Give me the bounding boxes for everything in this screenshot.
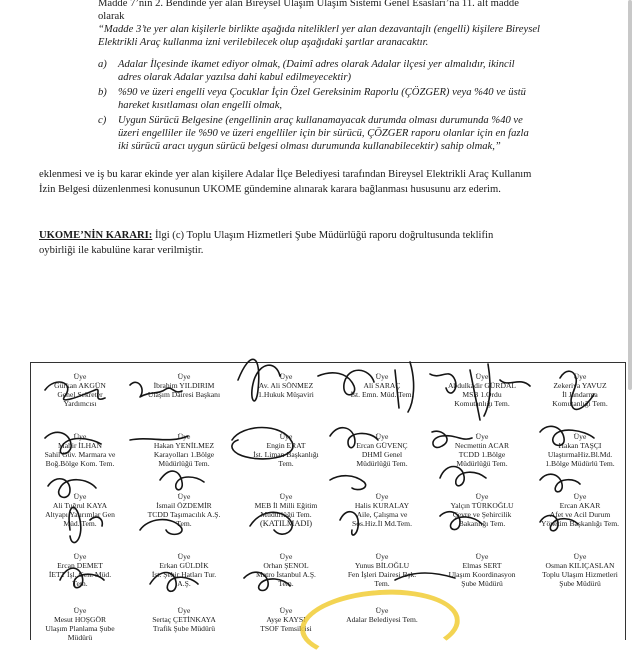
- member-role2: Boğ.Bölge Kom. Tem.: [45, 459, 115, 468]
- member-title: Üye: [475, 372, 489, 381]
- member-title: Üye: [73, 372, 87, 381]
- member-role1: İETT İşl. Gen. Müd.: [48, 570, 112, 579]
- member-title: Üye: [279, 432, 293, 441]
- member-name: Engin ERAT: [266, 441, 306, 450]
- member-name: Halis KURALAY: [354, 501, 410, 510]
- member-role2: Yardımcısı: [63, 399, 97, 408]
- member-title: Üye: [475, 432, 489, 441]
- member-title: Üye: [375, 372, 389, 381]
- member-signature-block: [330, 492, 434, 528]
- member-role1: TSOF Temsilcisi: [260, 624, 312, 633]
- member-name: Abdulkadir GÜRDAL: [447, 381, 517, 390]
- member-name: İbrahim YILDIRIM: [153, 381, 215, 390]
- member-title: Üye: [177, 606, 191, 615]
- article-line-1: Madde 7’nin 2. Bendinde yer alan Bireysel Ulaşım Ulaşım Sistemi Genel Esasları’na 11. alt madde: [98, 0, 519, 9]
- member-title: Üye: [573, 552, 587, 561]
- signature-15: [160, 471, 204, 490]
- member-role1: Metro İstanbul A.Ş.: [256, 570, 316, 579]
- member-role2: Komutanlığı Tem.: [454, 399, 510, 408]
- member-role1: MSB 1.Ordu: [462, 390, 502, 399]
- signature-17: [440, 467, 486, 486]
- member-title: Üye: [73, 606, 87, 615]
- signature-table-border: [30, 362, 626, 363]
- member-title: Üye: [177, 372, 191, 381]
- member-name: Ali Tuğrul KAYA: [52, 501, 108, 510]
- member-role1: Çevre ve Şehircilik: [452, 510, 512, 519]
- member-role2: Müd. Tem.: [63, 519, 97, 528]
- member-role2: Müdürlüğü Tem.: [456, 459, 508, 468]
- member-role2: Müdürlüğü Tem.: [158, 459, 210, 468]
- member-signature-block: [234, 372, 338, 399]
- member-role1: Sahil Güv. Marmara ve: [44, 450, 116, 459]
- member-role1: Altyapı Yatırımlar Gen: [45, 510, 115, 519]
- member-signature-block: [132, 492, 236, 528]
- member-title: Üye: [279, 372, 293, 381]
- member-role2: 1.Bölge Müdürlü Tem.: [545, 459, 615, 468]
- member-title: Üye: [375, 606, 389, 615]
- member-title: Üye: [573, 492, 587, 501]
- member-role1: Genel Sekreter: [57, 390, 103, 399]
- member-signature-block: [430, 552, 534, 588]
- member-role1: 1.Hukuk Müşaviri: [258, 390, 314, 399]
- member-signature-block: [528, 552, 632, 588]
- member-role2: Sos.Hiz.İl Md.Tem.: [351, 519, 412, 528]
- member-title: Üye: [279, 606, 293, 615]
- member-name: Yalçın TÜRKOĞLU: [450, 501, 514, 510]
- member-role2: Komutanlığı Tem.: [552, 399, 608, 408]
- member-role2: Müdürlüğü Tem.: [260, 510, 312, 519]
- member-signature-block: [528, 432, 632, 468]
- decision-line-1: UKOME’NİN KARARI: İlgi (c) Toplu Ulaşım Hizmetleri Şube Müdürlüğü raporu doğrultusunda teklifin: [39, 230, 494, 241]
- item-a-line-2: adres olarak Adalar yazılsa dahi kabul edilmeyecektir): [118, 72, 352, 83]
- member-role1: İst. Emn. Müd. Tem.: [350, 390, 414, 399]
- member-name: Hakan TAŞÇI: [558, 441, 602, 450]
- member-name: Necmettin ACAR: [454, 441, 510, 450]
- member-name: Gürkan AKGÜN: [54, 381, 106, 390]
- member-role2: A.Ş.: [177, 579, 191, 588]
- member-signature-block: [28, 432, 132, 468]
- quote-line-2: Elektrikli Araç kullanma izni verilebilecek olup aşağıdaki şartlar aranacaktır.: [98, 37, 429, 48]
- member-role1: TCDD Taşımacılık A.Ş.: [147, 510, 221, 519]
- member-title: Üye: [375, 492, 389, 501]
- absent-note: (KATILMADI): [259, 519, 313, 528]
- member-name: Ercan GÜVENÇ: [356, 441, 408, 450]
- member-name: Mahir İLHAN: [57, 441, 103, 450]
- item-c-line-3: iki sürücü aracı uygun sürücü belgesi olması durumunda kullanabilecektir) sahip olmak,”: [118, 141, 501, 152]
- member-name: Ercan AKAR: [559, 501, 601, 510]
- member-name: Av. Ali SÖNMEZ: [258, 381, 314, 390]
- member-title: Üye: [177, 552, 191, 561]
- member-role2: Tem.: [72, 579, 88, 588]
- member-signature-block: [234, 432, 338, 468]
- member-name: Elmas SERT: [462, 561, 502, 570]
- highlight-circle: [298, 585, 462, 666]
- scrollbar[interactable]: [628, 0, 632, 390]
- member-title: Üye: [573, 432, 587, 441]
- paragraph-line-2: İzin Belgesi düzenlenmesi konusunun UKOME gündemine alınarak karara bağlanması hususunu arz ederim.: [39, 184, 501, 195]
- member-name: Ali SARAÇ: [363, 381, 401, 390]
- member-title: Üye: [279, 552, 293, 561]
- member-role1: Ulaşım Koordinasyon: [448, 570, 516, 579]
- member-role2: Şube Müdürü: [559, 579, 601, 588]
- member-signature-block: [132, 432, 236, 468]
- item-b-line-1: %90 ve üzeri engelli veya Çocuklar İçin Özel Gereksinim Raporlu (ÇÖZGER) veya %40 ve üstü: [118, 87, 526, 98]
- article-line-2: olarak: [98, 11, 125, 22]
- member-role1: Afet ve Acil Durum: [549, 510, 611, 519]
- item-c-label: c): [98, 115, 107, 126]
- member-name: Erkan GÜLDİK: [159, 561, 209, 570]
- member-name: Osman KILIÇASLAN: [545, 561, 615, 570]
- member-role1: Trafik Şube Müdürü: [152, 624, 216, 633]
- member-role1: Ulaşım Planlama Şube: [45, 624, 115, 633]
- member-signature-block: [330, 552, 434, 588]
- member-title: Üye: [73, 552, 87, 561]
- member-signature-block: [132, 552, 236, 588]
- member-role2: Şube Müdürü: [461, 579, 503, 588]
- member-role2: Bakanlığı Tem.: [458, 519, 506, 528]
- member-name: Zekeriya YAVUZ: [553, 381, 607, 390]
- member-signature-block: [430, 372, 534, 408]
- member-role1: UlaştırmaHiz.Bl.Md.: [547, 450, 613, 459]
- member-role1: Adalar Belediyesi Tem.: [346, 615, 418, 624]
- member-role1: İst. Liman Başkanlığı: [253, 450, 319, 459]
- member-name: Ercan DEMET: [57, 561, 103, 570]
- member-name: Yunus BİLOĞLU: [354, 561, 410, 570]
- member-role2: Müdürü: [67, 633, 93, 642]
- member-title: Üye: [279, 492, 293, 501]
- member-signature-block: [528, 492, 632, 528]
- member-signature-block: [330, 432, 434, 468]
- member-signature-block: [132, 372, 236, 399]
- member-title: Üye: [475, 492, 489, 501]
- member-signature-block: [528, 372, 632, 408]
- member-name: Mesut HOŞGÖR: [53, 615, 107, 624]
- member-role2: Tem.: [374, 579, 390, 588]
- member-title: Üye: [475, 552, 489, 561]
- member-signature-block: [132, 606, 236, 633]
- member-signature-block: [28, 606, 132, 642]
- member-name: Sertaç ÇETİNKAYA: [152, 615, 216, 624]
- member-role1: Karayolları 1.Bölge: [153, 450, 215, 459]
- item-b-line-2: hareket kısıtlaması olan engelli olmak,: [118, 100, 283, 111]
- member-signature-block: [28, 372, 132, 408]
- paragraph-line-1: eklenmesi ve iş bu karar ekinde yer alan kişilere Adalar İlçe Belediyesi tarafından Bireysel Elektrikli Araç Kullanım: [39, 169, 532, 180]
- member-role1: Toplu Ulaşım Hizmetleri: [542, 570, 618, 579]
- member-name: İsmail ÖZDEMİR: [156, 501, 212, 510]
- member-role1: İst. Şehir Hatları Tur.: [151, 570, 217, 579]
- member-role1: DHMİ Genel: [361, 450, 403, 459]
- member-role1: Aile, Çalışma ve: [356, 510, 408, 519]
- signature-16: [330, 476, 366, 490]
- member-role1: Fen İşleri Dairesi Bşk.: [347, 570, 417, 579]
- item-b-label: b): [98, 87, 107, 98]
- signature-18: [540, 474, 580, 492]
- member-role2: Müdürlüğü Tem.: [356, 459, 408, 468]
- member-title: Üye: [573, 372, 587, 381]
- member-role1: İl Jandarma: [562, 390, 598, 399]
- member-role1: TCDD 1.Bölge: [458, 450, 506, 459]
- item-a-line-1: Adalar İlçesinde ikamet ediyor olmak, (Daimî adres olarak Adalar ilçesi yer almalıdır, ikincil: [118, 59, 515, 70]
- item-a-label: a): [98, 59, 107, 70]
- quote-line-1: “Madde 3’te yer alan kişilerle birlikte aşağıda niteliklerl yer alan dezavantajlı (engelli) kişilere Bireysel: [98, 24, 540, 35]
- member-title: Üye: [73, 432, 87, 441]
- member-signature-block: [234, 492, 338, 528]
- member-signature-block: [28, 552, 132, 588]
- member-title: Üye: [375, 432, 389, 441]
- member-name: Hakan YENİLMEZ: [153, 441, 215, 450]
- member-signature-block: [430, 492, 534, 528]
- member-role1: MEB İl Milli Eğitim: [254, 501, 318, 510]
- decision-title: UKOME’NİN KARARI:: [39, 230, 153, 241]
- member-signature-block: [430, 432, 534, 468]
- member-title: Üye: [177, 492, 191, 501]
- member-role2: Tem.: [278, 459, 294, 468]
- member-role1: Ulaşım Dairesi Başkanı: [147, 390, 221, 399]
- member-role2: Yönetim Başkanlığı Tem.: [541, 519, 619, 528]
- member-signature-block: [330, 372, 434, 399]
- member-role2: Tem.: [176, 519, 192, 528]
- member-signature-block: [234, 552, 338, 588]
- member-name: Ayşe KAYSI: [266, 615, 306, 624]
- member-name: Orhan ŞENOL: [263, 561, 309, 570]
- member-role2: Tem.: [278, 579, 294, 588]
- member-title: Üye: [375, 552, 389, 561]
- item-c-line-2: üzeri engelliler ile %90 ve üzeri engelliler için bir sürücü, ÇÖZGER raporu olanlar için en fazla: [118, 128, 529, 139]
- member-signature-block: [28, 492, 132, 528]
- member-title: Üye: [177, 432, 191, 441]
- item-c-line-1: Uygun Sürücü Belgesine (engellinin araç kullanamayacak durumda olması durumunda %40 ve: [118, 115, 523, 126]
- decision-line-2: oybirliği ile kabulüne karar verilmiştir.: [39, 245, 204, 256]
- member-title: Üye: [73, 492, 87, 501]
